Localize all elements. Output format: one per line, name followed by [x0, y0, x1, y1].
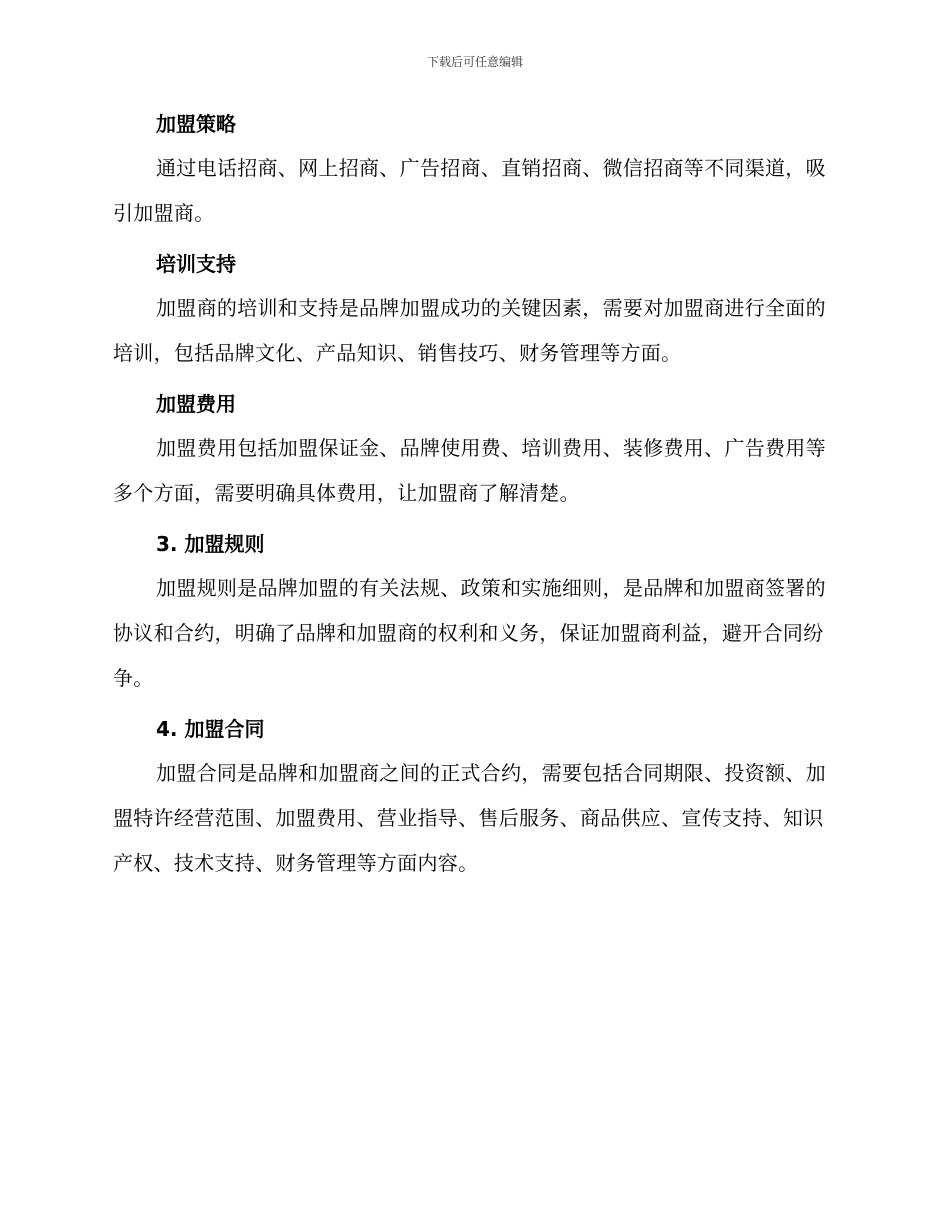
section-paragraph-rules: 加盟规则是品牌加盟的有关法规、政策和实施细则，是品牌和加盟商签署的协议和合约，明确了品牌和加盟商的权利和义务，保证加盟商利益，避开合同纷争。 — [113, 576, 826, 690]
section-heading-strategy: 加盟策略 — [156, 112, 236, 136]
page-header: 下载后可任意编辑 — [426, 55, 523, 69]
section-heading-fees: 加盟费用 — [156, 392, 236, 416]
section-paragraph-contract: 加盟合同是品牌和加盟商之间的正式合约，需要包括合同期限、投资额、加盟特许经营范围、加盟费用、营业指导、售后服务、商品供应、宣传支持、知识产权、技术支持、财务管理等方面内容。 — [113, 761, 826, 875]
section-paragraph-strategy: 通过电话招商、网上招商、广告招商、直销招商、微信招商等不同渠道，吸引加盟商。 — [113, 156, 826, 225]
section-paragraph-training: 加盟商的培训和支持是品牌加盟成功的关键因素，需要对加盟商进行全面的培训，包括品牌文化、产品知识、销售技巧、财务管理等方面。 — [113, 296, 826, 365]
section-heading-training: 培训支持 — [156, 252, 236, 276]
section-heading-contract: 4. 加盟合同 — [156, 717, 265, 741]
document-body — [113, 110, 833, 900]
section-heading-rules: 3. 加盟规则 — [156, 532, 265, 556]
section-paragraph-fees: 加盟费用包括加盟保证金、品牌使用费、培训费用、装修费用、广告费用等多个方面，需要明确具体费用，让加盟商了解清楚。 — [113, 436, 826, 505]
